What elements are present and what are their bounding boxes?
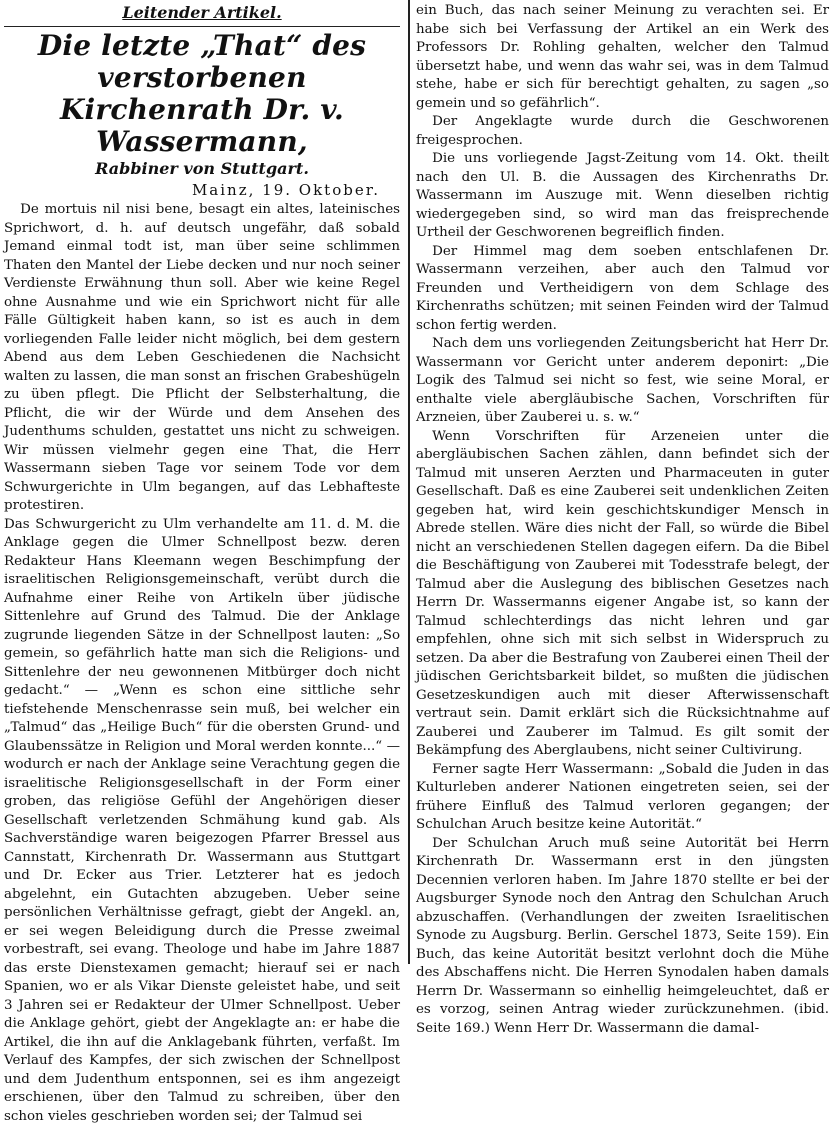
- right-column: [416, 2, 829, 962]
- subheadline: Rabbiner von Stuttgart.: [4, 158, 400, 180]
- headline-line-2: Kirchenrath Dr. v. Wassermann,: [4, 94, 400, 158]
- paragraph: Wenn Vorschriften für Arzeneien unter die abergläubischen Sachen zählen, dann befindet sich der Talmud mit unseren Aerzten und Pharmaceuten in guter Gesellschaft. Daß es eine Zauberei seit undenklichen Zeiten gegeben hat, wird kein geschichtskundiger Mensch in Abrede stellen. Wäre dies nicht der Fall, so würde die Bibel nicht an verschiedenen Stellen dagegen eifern. Da die Bibel die Beschäftigung von Zauberei mit Todesstrafe belegt, der Talmud aber die Auslegung des biblischen Gesetzes nach Herrn Dr. Wassermanns eigener Angabe ist, so kann der Talmud schlechterdings das nicht lehren und gar empfehlen, ohne sich mit sich selbst in Widerspruch zu setzen. Da aber die Bestrafung von Zauberei einen Theil der jüdischen Gerichtsbarkeit bildet, so mußten die jüdischen Gesetzeskundigen auch mit dieser Afterwissenschaft vertraut sein. Damit erklärt sich die Rücksichtnahme auf Zauberei und Zauberer im Talmud. Es gilt somit der Bekämpfung des Aberglaubens, nicht seiner Cultivirung.: [416, 428, 829, 761]
- section-title: Leitender Artikel.: [122, 3, 281, 22]
- paragraph: Die uns vorliegende Jagst-Zeitung vom 14. Okt. theilt nach den Ul. B. die Aussagen des Kirchenraths Dr. Wassermann im Auszuge mit. Wenn dieselben richtig wiedergegeben sind, so wird man das freisprechende Urtheil der Geschworenen begreiflich finden.: [416, 150, 829, 243]
- paragraph: Ferner sagte Herr Wassermann: „Sobald die Juden in das Kulturleben anderer Nationen eingetreten seien, sei der frühere Einfluß des Talmud verloren gegangen; der Schulchan Aruch besitze keine Autorität.“: [416, 761, 829, 835]
- paragraph: De mortuis nil nisi bene, besagt ein altes, lateinisches Sprichwort, d. h. auf deutsch ungefähr, daß sobald Jemand einmal todt ist, man über seine schlimmen Thaten den Mantel der Liebe decken und nur noch seiner Verdienste Erwähnung thun soll. Aber wie keine Regel ohne Ausnahme und wie ein Sprichwort nicht für alle Fälle Gültigkeit haben kann, so ist es auch in dem vorliegenden Falle leider nicht möglich, bei dem gestern Abend aus dem Leben Geschiedenen die Nachsicht walten zu lassen, die man sonst an frischen Grabeshügeln zu üben pflegt. Die Pflicht der Selbsterhaltung, die Pflicht, die wir der Würde und dem Ansehen des Judenthums schulden, gestattet uns nicht zu schweigen. Wir müssen vielmehr gegen eine That, die Herr Wassermann sieben Tage vor seinem Tode vor dem Schwurgerichte in Ulm begangen, auf das Lebhafteste protestiren.: [4, 201, 400, 516]
- paragraph: Nach dem uns vorliegenden Zeitungsbericht hat Herr Dr. Wassermann vor Gericht unter anderem deponirt: „Die Logik des Talmud sei nicht so fest, wie seine Moral, er enthalte viele abergläubische Sachen, Vorschriften für Arzneien, über Zauberei u. s. w.“: [416, 335, 829, 428]
- headline-line-1: Die letzte „That“ des verstorbenen: [4, 30, 400, 94]
- paragraph: ein Buch, das nach seiner Meinung zu verachten sei. Er habe sich bei Verfassung der Artikel an ein Werk des Professors Dr. Rohling gehalten, welcher den Talmud übersetzt habe, und wenn das wahr sei, was in dem Talmud stehe, habe er sich für berechtigt gehalten, zu sagen „so gemein und so gefährlich“.: [416, 2, 829, 113]
- paragraph: Der Schulchan Aruch muß seine Autorität bei Herrn Kirchenrath Dr. Wassermann erst in den jüngsten Decennien verloren haben. Im Jahre 1870 stellte er bei der Augsburger Synode noch den Antrag den Schulchan Aruch abzuschaffen. (Verhandlungen der zweiten Israelitischen Synode zu Augsburg. Berlin. Gerschel 1873, Seite 159). Ein Buch, das keine Autorität besitzt verlohnt doch die Mühe des Abschaffens nicht. Die Herren Synodalen haben damals Herrn Dr. Wassermann so einhellig heimgeleuchtet, daß er es vorzog, seinen Antrag wieder zurückzunehmen. (ibid. Seite 169.) Wenn Herr Dr. Wassermann die damal-: [416, 835, 829, 1039]
- paragraph: Der Himmel mag dem soeben entschlafenen Dr. Wassermann verzeihen, aber auch den Talmud vor Freunden und Vertheidigern von dem Schlage des Kirchenraths schützen; mit seinen Feinden wird der Talmud schon fertig werden.: [416, 243, 829, 336]
- dateline: Mainz, 19. Oktober.: [4, 180, 400, 201]
- left-column: [4, 2, 400, 962]
- section-header: [4, 2, 400, 27]
- paragraph: Der Angeklagte wurde durch die Geschworenen freigesprochen.: [416, 113, 829, 150]
- paragraph: Das Schwurgericht zu Ulm verhandelte am 11. d. M. die Anklage gegen die Ulmer Schnellpost bezw. deren Redakteur Hans Kleemann wegen Beschimpfung der israelitischen Religionsgemeinschaft, verübt durch die Aufnahme einer Reihe von Artikeln über jüdische Sittenlehre auf Grund des Talmud. Die der Anklage zugrunde liegenden Sätze in der Schnellpost lauten: „So gemein, so gefährlich hatte man sich die Religions- und Sittenlehre der neu gewonnenen Mitbürger doch nicht gedacht.“ — „Wenn es schon eine sittliche sehr tiefstehende Menschenrasse sein muß, bei welcher ein „Talmud“ das „Heilige Buch“ für die obersten Grund- und Glaubenssätze in Religion und Moral werden konnte...“ — wodurch er nach der Anklage seine Verachtung gegen die israelitische Religionsgesellschaft in der Form einer groben, das religiöse Gefühl der Angehörigen dieser Gesellschaft verletzenden Schmähung kund gab. Als Sachverständige waren beigezogen Pfarrer Bressel aus Cannstatt, Kirchenrath Dr. Wassermann aus Stuttgart und Dr. Ecker aus Trier. Letzterer hat es jedoch abgelehnt, ein Gutachten abzugeben. Ueber seine persönlichen Verhältnisse gefragt, giebt der Angekl. an, er sei wegen Beleidigung durch die Presse zweimal vorbestraft, sei evang. Theologe und habe im Jahre 1887 das erste Dienstexamen gemacht; hierauf sei er nach Spanien, wo er als Vikar Dienste geleistet habe, und seit 3 Jahren sei er Redakteur der Ulmer Schnellpost. Ueber die Anklage gehört, giebt der Angeklagte an: er habe die Artikel, die ihn auf die Anklagebank führten, verfaßt. Im Verlauf des Kampfes, der sich zwischen der Schnellpost und dem Judenthum entsponnen, sei es ihm angezeigt erschienen, über den Talmud zu schreiben, über den schon vieles geschrieben worden sei; der Talmud sei: [4, 516, 400, 1126]
- column-rule: [408, 0, 410, 964]
